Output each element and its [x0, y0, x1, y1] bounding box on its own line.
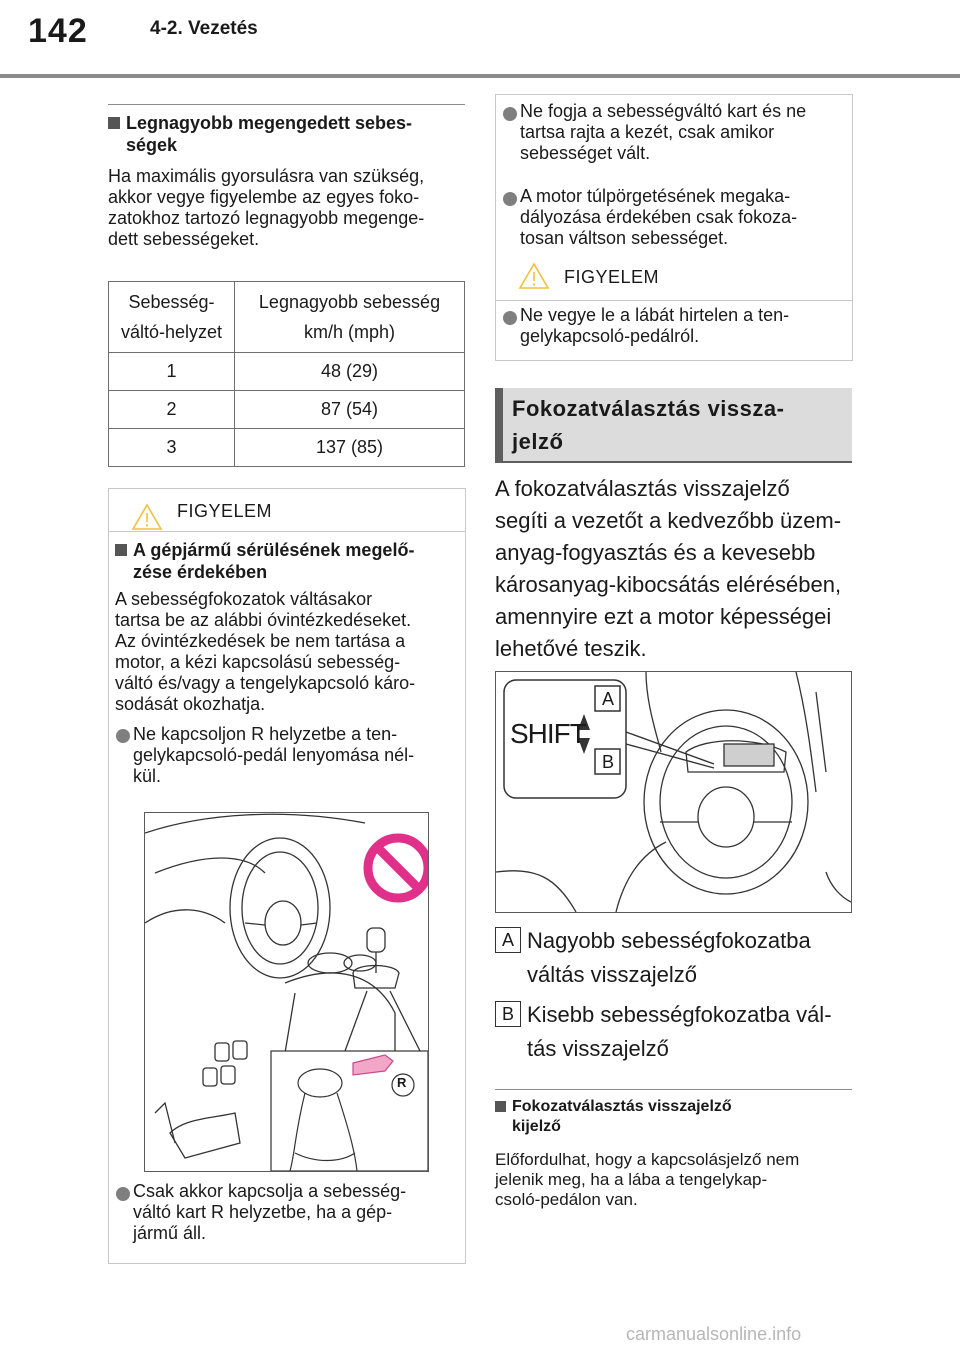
table-row — [109, 429, 465, 467]
bullet-dot-icon — [503, 192, 517, 206]
bullet-dot-icon — [116, 1187, 130, 1201]
section-title: 4-2. Vezetés — [150, 18, 258, 39]
section-heading-bar — [495, 388, 503, 461]
table-cell: 87 (54) — [235, 391, 465, 429]
warning-triangle-icon — [131, 503, 163, 531]
table-header: Legnagyobb sebesség km/h (mph) — [235, 282, 465, 353]
caution-bullet: A motor túlpörgetésének megaka- dályozása érdekében csak fokoza- tosan váltson sebességet. — [520, 186, 798, 248]
legend-b-box: B — [495, 1001, 521, 1027]
caution-heading: A gépjármű sérülésének megelő- zése érdekében — [115, 539, 460, 583]
table-cell: 1 — [109, 353, 235, 391]
warning-triangle-icon — [518, 262, 550, 290]
header-rule — [0, 74, 960, 78]
indicator-a-label: A — [601, 689, 614, 709]
divider — [496, 300, 852, 301]
caution-bullet: Ne vegye le a lábát hirtelen a ten- gelykapcsoló-pedálról. — [520, 305, 790, 346]
caution-title: FIGYELEM — [564, 267, 660, 287]
shift-label: SHIFT — [510, 718, 586, 749]
section-heading: Fokozatválasztás vissza- jelző — [512, 396, 785, 454]
table-row — [109, 353, 465, 391]
caution-bullet: Ne kapcsoljon R helyzetbe a ten- gelykapcsoló-pedál lenyomása nél- kül. — [133, 724, 415, 786]
prohibited-icon — [368, 838, 428, 898]
gear-shift-illustration — [144, 812, 429, 1172]
gear-r-label: R — [397, 1075, 407, 1090]
caution-text: A sebességfokozatok váltásakor tartsa be az alábbi óvintézkedéseket. Az óvintézkedések be nem tartása a motor, a kézi kapcsolású sebesség- váltó és/vagy a tengelykapcsoló káro- sodását okozhatja. — [115, 589, 416, 714]
indicator-b-label: B — [601, 752, 614, 772]
legend-b-text: Kisebb sebességfokozatba vál- tás visszajelző — [527, 1002, 832, 1061]
bullet-dot-icon — [116, 729, 130, 743]
speed-table — [108, 281, 465, 467]
caution-box — [108, 488, 466, 1264]
caution-bullet: Ne fogja a sebességváltó kart és ne tartsa rajta a kezét, csak amikor sebességet vált. — [520, 101, 807, 163]
bullet-dot-icon — [503, 107, 517, 121]
speeds-heading: Legnagyobb megengedett sebes- ségek — [108, 112, 465, 156]
caution-title: FIGYELEM — [177, 501, 273, 521]
table-header: Sebesség- váltó-helyzet — [109, 282, 235, 353]
caution-bullet: Csak akkor kapcsolja a sebesség- váltó kart R helyzetbe, ha a gép- jármű áll. — [133, 1181, 407, 1243]
caution-box-continued — [495, 94, 853, 361]
square-bullet-icon — [108, 117, 120, 129]
divider — [108, 104, 465, 105]
table-header-row — [109, 282, 465, 353]
display-text: Előfordulhat, hogy a kapcsolásjelző nem jelenik meg, ha a lába a tengelykap- csoló-pedálon van. — [495, 1150, 800, 1209]
gear-shift-drawing — [145, 813, 428, 1171]
display-heading: Fokozatválasztás visszajelző kijelző — [495, 1097, 852, 1137]
bullet-dot-icon — [503, 311, 517, 325]
section-heading-rule — [495, 461, 852, 463]
square-bullet-icon — [115, 544, 127, 556]
watermark: carmanualsonline.info — [626, 1324, 802, 1344]
dashboard-drawing — [496, 672, 851, 912]
speeds-text: Ha maximális gyorsulásra van szükség, akkor vegye figyelembe az egyes foko- zatokhoz tartozó legnagyobb megenge- dett sebességeket. — [108, 166, 425, 249]
table-cell: 137 (85) — [235, 429, 465, 467]
shift-indicator-illustration — [495, 671, 852, 913]
page-number: 142 — [28, 12, 88, 50]
divider — [109, 531, 465, 532]
divider — [495, 1089, 852, 1090]
table-cell: 2 — [109, 391, 235, 429]
square-bullet-icon — [495, 1101, 506, 1112]
table-row — [109, 391, 465, 429]
legend-a-text: Nagyobb sebességfokozatba váltás visszajelző — [527, 928, 811, 987]
table-cell: 48 (29) — [235, 353, 465, 391]
table-cell: 3 — [109, 429, 235, 467]
legend-a-box: A — [495, 927, 521, 953]
intro-text: A fokozatválasztás visszajelző segíti a vezetőt a kedvezőbb üzem- anyag-fogyasztás és a kevesebb károsanyag-kibocsátás elérésében, amennyire ezt a motor képességei lehetővé teszik. — [495, 476, 842, 661]
